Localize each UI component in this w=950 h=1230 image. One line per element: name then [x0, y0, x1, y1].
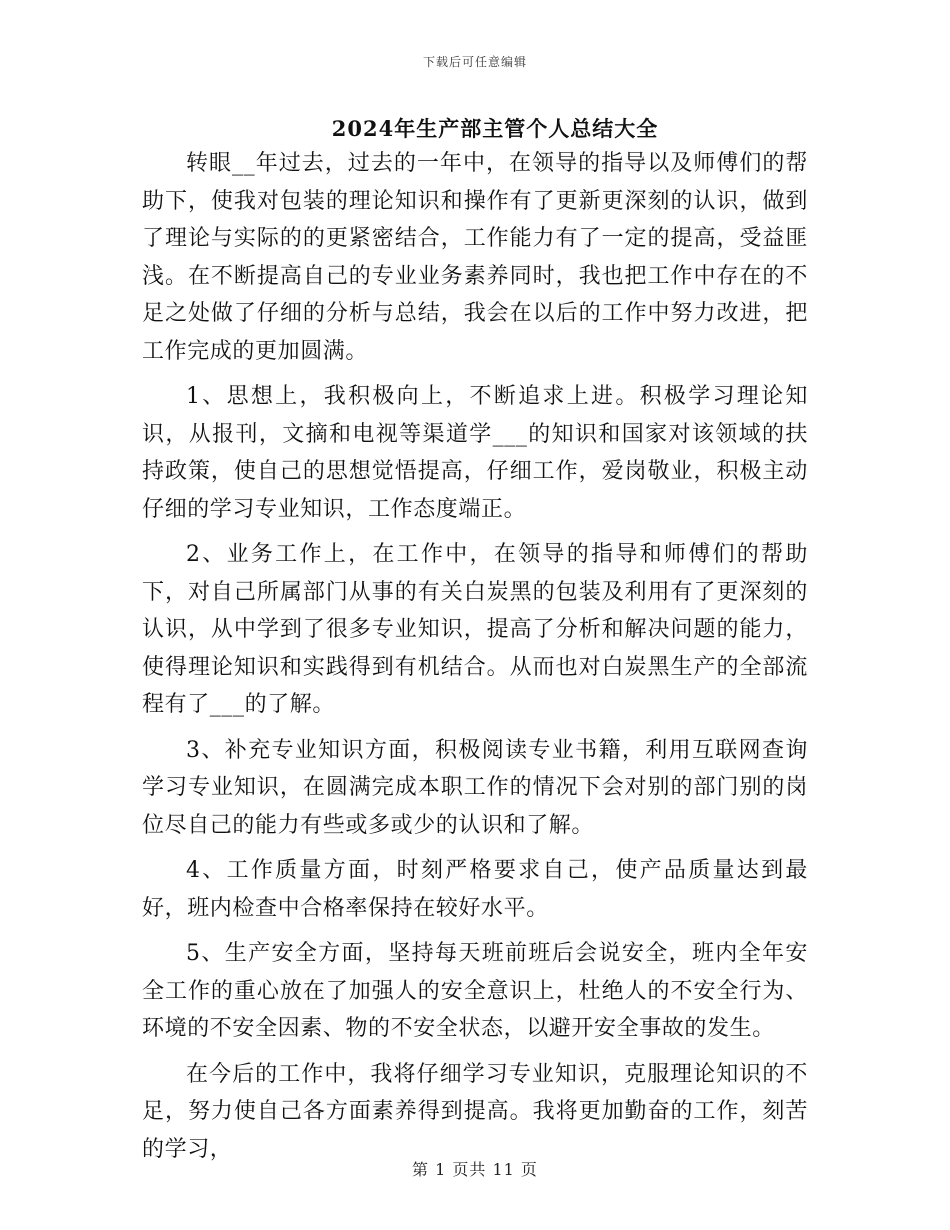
- paragraph-item-3: 3、补充专业知识方面，积极阅读专业书籍，利用互联网查询学习专业知识，在圆满完成本职工作的情况下会对别的部门别的岗位尽自己的能力有些或多或少的认识和了解。: [142, 737, 808, 838]
- paragraph-closing: 在今后的工作中，我将仔细学习专业知识，克服理论知识的不足，努力使自己各方面素养得到提高。我将更加勤奋的工作，刻苦的学习，: [142, 1061, 808, 1162]
- paragraph-item-2: 2、业务工作上，在工作中，在领导的指导和师傅们的帮助下，对自己所属部门从事的有关白炭黑的包装及利用有了更深刻的认识，从中学到了很多专业知识，提高了分析和解决问题的能力，使得理论知识和实践得到有机结合。从而也对白炭黑生产的全部流程有了___的了解。: [142, 542, 808, 717]
- document-title: 2024年生产部主管个人总结大全: [331, 116, 659, 141]
- paragraph-item-4: 4、工作质量方面，时刻严格要求自己，使产品质量达到最好，班内检查中合格率保持在较好水平。: [142, 858, 808, 921]
- page-number: 第 1 页共 11 页: [412, 1160, 538, 1179]
- document-body: [142, 145, 808, 1176]
- paragraph-intro: 转眼__年过去，过去的一年中，在领导的指导以及师傅们的帮助下，使我对包装的理论知识和操作有了更新更深刻的认识，做到了理论与实际的的更紧密结合，工作能力有了一定的提高，受益匪浅。在不断提高自己的专业业务素养同时，我也把工作中存在的不足之处做了仔细的分析与总结，我会在以后的工作中努力改进，把工作完成的更加圆满。: [142, 151, 808, 364]
- paragraph-item-5: 5、生产安全方面，坚持每天班前班后会说安全，班内全年安全工作的重心放在了加强人的安全意识上，杜绝人的不安全行为、环境的不安全因素、物的不安全状态，以避开安全事故的发生。: [142, 941, 808, 1041]
- paragraph-item-1: 1、思想上，我积极向上，不断追求上进。积极学习理论知识，从报刊，文摘和电视等渠道学___的知识和国家对该领域的扶持政策，使自己的思想觉悟提高，仔细工作，爱岗敬业，积极主动仔细的学习专业知识，工作态度端正。: [142, 384, 808, 522]
- header-note: 下载后可任意编辑: [422, 55, 527, 69]
